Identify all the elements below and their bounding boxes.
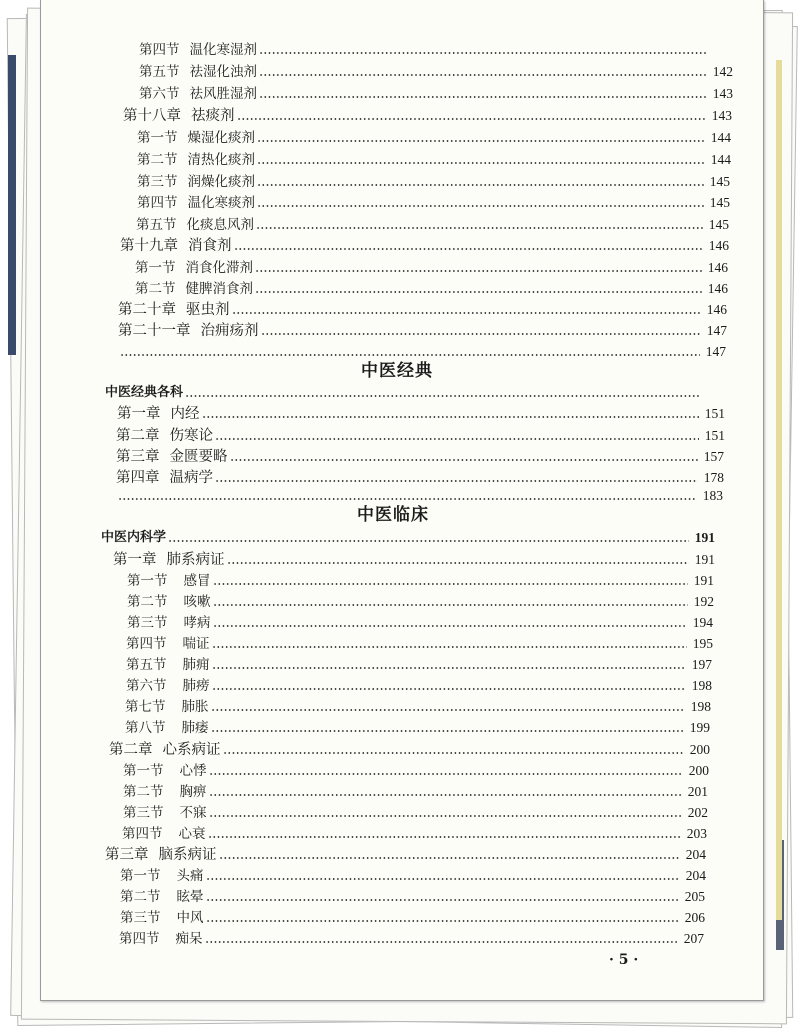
dot-leader <box>256 226 703 230</box>
dot-leader <box>219 856 681 860</box>
toc-number: 中医内科学 <box>101 530 167 545</box>
toc-row <box>117 402 725 422</box>
dot-leader <box>205 940 679 944</box>
toc-number: 第四节 <box>122 826 163 842</box>
toc-row <box>123 780 708 800</box>
toc-row <box>105 843 706 863</box>
toc-row <box>137 191 730 211</box>
dot-leader <box>257 139 705 143</box>
toc-page-number: 178 <box>703 470 724 485</box>
toc-row <box>135 256 728 276</box>
dot-leader <box>215 437 699 441</box>
toc-page-number: 206 <box>684 910 705 925</box>
toc-number: 第五节 <box>126 657 167 673</box>
toc-row <box>126 653 712 673</box>
toc-page-number: 146 <box>708 238 729 253</box>
toc-row <box>120 906 705 926</box>
toc-row <box>123 104 732 124</box>
toc-page-number: 145 <box>709 174 730 189</box>
dot-leader <box>234 247 704 251</box>
toc-row <box>127 611 713 631</box>
toc-title: 祛痰剂 <box>191 108 235 124</box>
toc-title: 肺痿 <box>181 720 209 736</box>
toc-number: 第三节 <box>127 615 168 631</box>
toc-number: 第一节 <box>123 763 164 779</box>
toc-title: 温化寒湿剂 <box>189 42 257 58</box>
toc-title: 脑系病证 <box>158 847 217 863</box>
toc-title: 心衰 <box>178 826 206 842</box>
toc-title: 中风 <box>176 910 204 926</box>
toc-number: 第四节 <box>119 931 160 947</box>
toc-number: 第二十一章 <box>118 323 191 339</box>
dot-leader <box>257 204 704 208</box>
toc-title: 肺痨 <box>182 678 210 694</box>
toc-page-number: 191 <box>694 552 715 567</box>
toc-page-number: 195 <box>692 636 713 651</box>
toc-row <box>137 148 731 168</box>
toc-title: 胸痹 <box>179 784 207 800</box>
toc-page-number: 147 <box>705 344 726 359</box>
toc-title: 治痈疡剂 <box>200 323 259 339</box>
dot-leader <box>259 73 707 77</box>
toc-title: 感冒 <box>183 573 211 589</box>
dot-leader <box>255 290 702 294</box>
toc-title: 消食剂 <box>188 238 232 254</box>
toc-number: 第二节 <box>123 784 164 800</box>
toc-number: 第三节 <box>137 174 178 190</box>
toc-page-number: 201 <box>687 784 708 799</box>
toc-page-number: 157 <box>703 449 724 464</box>
dot-leader <box>223 751 685 755</box>
toc-title: 不寐 <box>179 805 207 821</box>
toc-page-number: 197 <box>691 657 712 672</box>
toc-row <box>113 548 715 568</box>
toc-row <box>125 716 710 736</box>
toc-number: 第四节 <box>139 42 180 58</box>
toc-title: 哮病 <box>183 615 211 631</box>
toc-number: 第一节 <box>127 573 168 589</box>
toc-number: 第一章 <box>113 552 157 568</box>
toc-row <box>125 695 711 715</box>
toc-number: 第七节 <box>125 699 166 715</box>
toc-number: 第三节 <box>120 910 161 926</box>
toc-page-number: 191 <box>694 530 715 545</box>
toc-number: 第一节 <box>137 130 178 146</box>
toc-row <box>139 82 733 102</box>
toc-title: 温化寒痰剂 <box>187 195 255 211</box>
dot-leader <box>185 394 700 398</box>
dot-leader <box>202 415 700 419</box>
toc-page-number: 204 <box>685 868 706 883</box>
toc-row <box>137 126 731 146</box>
dot-leader <box>208 835 682 839</box>
toc-row <box>116 445 724 465</box>
toc-row <box>109 738 710 758</box>
toc-number: 第六节 <box>139 86 180 102</box>
toc-page-number: 192 <box>693 594 714 609</box>
toc-number: 第四节 <box>137 195 178 211</box>
toc-title: 祛湿化浊剂 <box>189 64 257 80</box>
toc-page-number: 147 <box>706 323 727 338</box>
toc-number: 第三章 <box>116 449 160 465</box>
toc-row <box>105 381 726 401</box>
toc-number: 第五节 <box>136 217 177 233</box>
dot-leader <box>209 772 684 776</box>
toc-row <box>119 927 704 947</box>
toc-number: 第二章 <box>116 428 160 444</box>
toc-title: 喘证 <box>182 636 210 652</box>
toc-page-number: 203 <box>686 826 707 841</box>
toc-title: 化痰息风剂 <box>186 217 254 233</box>
dot-leader <box>206 919 680 923</box>
toc-number: 第二节 <box>137 152 178 168</box>
toc-number: 第四章 <box>116 470 160 486</box>
toc-title: 金匮要略 <box>169 449 228 465</box>
toc-number: 第三章 <box>105 847 149 863</box>
dot-leader <box>259 51 707 55</box>
toc-number: 第六节 <box>126 678 167 694</box>
toc-title: 消食化滞剂 <box>185 260 253 276</box>
toc-page-number: 202 <box>687 805 708 820</box>
toc-row <box>137 170 730 190</box>
dot-leader <box>213 582 689 586</box>
dot-leader <box>206 877 681 881</box>
toc-row <box>123 801 708 821</box>
toc-title: 心悸 <box>179 763 207 779</box>
dot-leader <box>255 269 702 273</box>
dot-leader <box>209 793 683 797</box>
toc-number: 第八节 <box>125 720 166 736</box>
toc-row <box>127 569 714 589</box>
toc-number: 第二节 <box>127 594 168 610</box>
toc-title: 心系病证 <box>162 742 221 758</box>
dot-leader <box>227 561 690 565</box>
toc-number: 第三节 <box>123 805 164 821</box>
toc-page-number: 146 <box>706 302 727 317</box>
toc-row <box>120 885 705 905</box>
toc-title: 温病学 <box>169 470 213 486</box>
toc-number: 第一节 <box>120 868 161 884</box>
toc-row <box>118 298 727 318</box>
toc-title: 肺系病证 <box>166 552 225 568</box>
toc-page-number: 200 <box>688 763 709 778</box>
dot-leader <box>257 183 704 187</box>
toc-page-number: 198 <box>690 699 711 714</box>
toc-row <box>139 60 733 80</box>
toc-number: 第二节 <box>120 889 161 905</box>
toc-page-number: 205 <box>684 889 705 904</box>
toc-page-number: 151 <box>704 428 725 443</box>
dot-leader <box>213 624 688 628</box>
section-heading: 中医临床 <box>357 505 429 525</box>
toc-title: 祛风胜湿剂 <box>189 86 257 102</box>
toc-title: 健脾消食剂 <box>185 281 253 297</box>
toc-page-number: 144 <box>710 152 731 167</box>
toc-row <box>123 759 709 779</box>
toc-page-number: 204 <box>685 847 706 862</box>
dot-leader <box>212 645 688 649</box>
toc-page-number: 146 <box>707 281 728 296</box>
toc-number: 第四节 <box>126 636 167 652</box>
toc-row <box>120 234 729 254</box>
dot-leader <box>215 479 698 483</box>
toc-row <box>122 822 707 842</box>
dot-leader <box>261 332 702 336</box>
toc-page-number: 146 <box>707 260 728 275</box>
toc-title: 肺痈 <box>182 657 210 673</box>
dot-leader <box>232 311 702 315</box>
toc-number: 第一节 <box>135 260 176 276</box>
toc-title: 眩晕 <box>176 889 204 905</box>
toc-title: 清热化痰剂 <box>187 152 255 168</box>
dot-leader <box>213 603 689 607</box>
toc-title: 内经 <box>170 406 200 422</box>
dot-leader <box>259 95 707 99</box>
dot-leader <box>237 117 707 121</box>
toc-page-number: 143 <box>712 86 733 101</box>
toc-row <box>101 526 715 546</box>
toc-number: 第十八章 <box>123 108 181 124</box>
toc-row <box>120 864 706 884</box>
toc-row <box>126 674 712 694</box>
dot-leader <box>230 458 699 462</box>
page-edge <box>776 60 782 920</box>
toc-row <box>118 319 727 339</box>
toc-page-number: 191 <box>693 573 714 588</box>
dot-leader <box>168 539 689 543</box>
toc-row <box>116 466 724 486</box>
toc-number: 第一章 <box>117 406 161 422</box>
toc-row <box>139 38 733 58</box>
toc-number: 第五节 <box>139 64 180 80</box>
toc-page <box>40 0 764 1001</box>
dot-leader <box>211 708 686 712</box>
toc-page-number: 200 <box>689 742 710 757</box>
toc-page-number: 142 <box>712 64 733 79</box>
dot-leader <box>212 666 687 670</box>
dot-leader <box>206 898 680 902</box>
toc-page-number: 145 <box>708 217 729 232</box>
toc-page-number: 194 <box>692 615 713 630</box>
toc-title: 润燥化痰剂 <box>187 174 255 190</box>
toc-page-number: 198 <box>691 678 712 693</box>
toc-title: 咳嗽 <box>183 594 211 610</box>
book-cover-edge <box>8 55 16 355</box>
toc-page-number: 144 <box>710 130 731 145</box>
toc-title: 燥湿化痰剂 <box>187 130 255 146</box>
section-heading: 中医经典 <box>361 361 433 381</box>
toc-row <box>116 424 725 444</box>
toc-title: 驱虫剂 <box>186 302 230 318</box>
toc-title: 痴呆 <box>175 931 203 947</box>
toc-page-number: 145 <box>709 195 730 210</box>
toc-number: 中医经典各科 <box>105 385 184 400</box>
toc-title: 肺胀 <box>181 699 209 715</box>
toc-page-number: 183 <box>702 488 723 503</box>
toc-page-number: 151 <box>704 406 725 421</box>
dot-leader <box>212 687 687 691</box>
dot-leader <box>257 161 705 165</box>
toc-row <box>135 277 728 297</box>
toc-number: 第二章 <box>109 742 153 758</box>
toc-number: 第二节 <box>135 281 176 297</box>
toc-title: 伤寒论 <box>169 428 213 444</box>
toc-row <box>136 213 729 233</box>
dot-leader <box>209 814 683 818</box>
page-folio: · 5 · <box>609 952 639 968</box>
toc-page-number: 143 <box>711 108 732 123</box>
toc-row <box>127 590 714 610</box>
toc-page-number: 199 <box>689 720 710 735</box>
toc-number: 第二十章 <box>118 302 176 318</box>
toc-row <box>126 632 713 652</box>
toc-number: 第十九章 <box>120 238 178 254</box>
dot-leader <box>211 729 685 733</box>
toc-title: 头痛 <box>176 868 204 884</box>
toc-page-number: 207 <box>683 931 704 946</box>
